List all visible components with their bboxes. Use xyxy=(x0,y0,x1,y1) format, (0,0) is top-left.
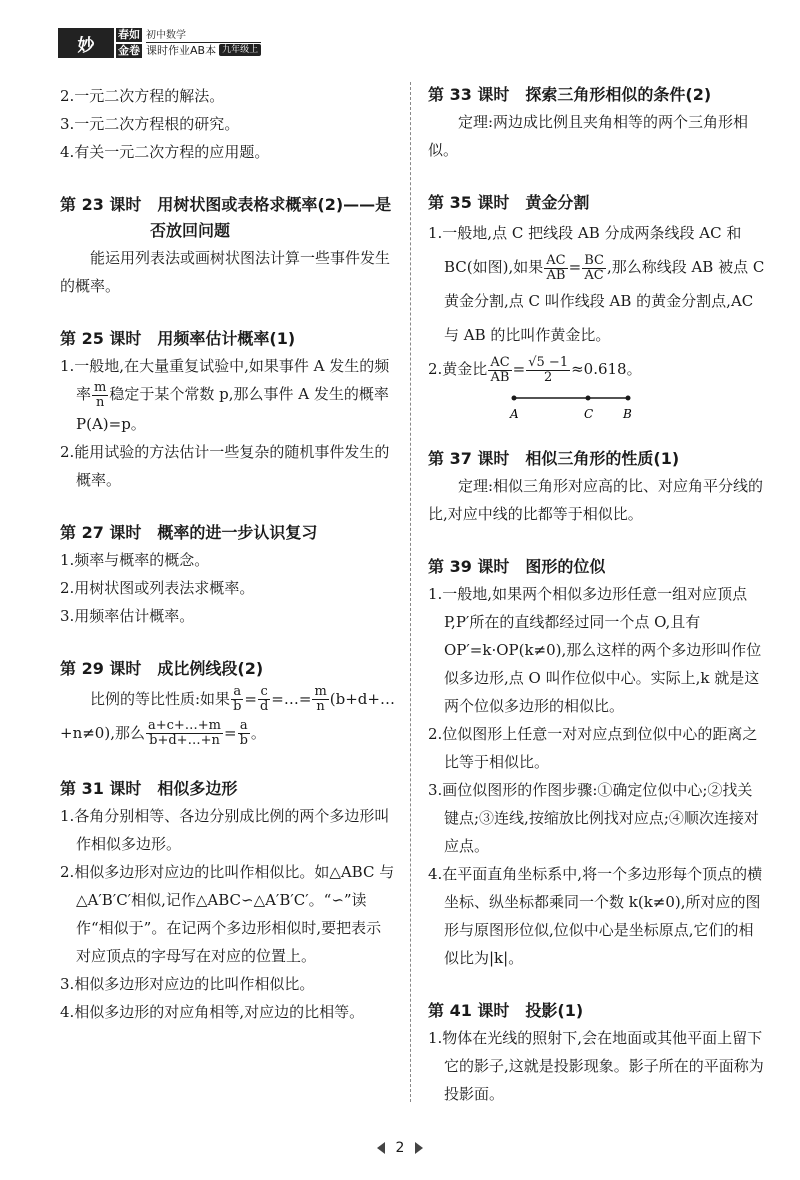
fraction-denominator: b xyxy=(233,699,242,714)
fraction-numerator: c xyxy=(258,685,270,700)
formula-text: (b+d+…+n≠0),那么 xyxy=(60,689,395,742)
brand-line-1: 春如 xyxy=(118,28,140,41)
section-35-item-1 xyxy=(428,216,766,352)
brand-line-2: 金卷 xyxy=(118,44,140,57)
point-c xyxy=(586,396,591,401)
section-29-formula xyxy=(60,682,396,750)
intro-item: 4.有关一元二次方程的应用题。 xyxy=(60,143,270,161)
section-27-item: 3.用频率估计概率。 xyxy=(60,606,195,625)
section-title-35: 第 35 课时 黄金分割 xyxy=(428,193,590,212)
section-31-item: 3.相似多边形对应边的比叫作相似比。 xyxy=(60,974,315,993)
fraction-golden xyxy=(526,356,570,385)
section-27-item: 1.频率与概率的概念。 xyxy=(60,550,210,569)
fraction-a-b xyxy=(231,685,243,714)
prev-page-arrow-icon[interactable] xyxy=(377,1142,385,1154)
section-title-23 xyxy=(60,192,396,244)
publisher-logo: 妙 xyxy=(58,28,114,58)
label-c: C xyxy=(584,407,594,421)
section-37-text: 定理:相似三角形对应高的比、对应角平分线的比,对应中线的比都等于相似比。 xyxy=(428,477,764,523)
section-title-33: 第 33 课时 探索三角形相似的条件(2) xyxy=(428,85,712,104)
segment-diagram xyxy=(508,390,648,424)
point-a xyxy=(512,396,517,401)
formula-text: = xyxy=(224,723,237,742)
fraction-numerator: AC xyxy=(490,354,510,370)
fraction-numerator: AC xyxy=(546,252,566,268)
section-title-37: 第 37 课时 相似三角形的性质(1) xyxy=(428,449,680,468)
fraction-denominator: d xyxy=(259,699,269,714)
series-label xyxy=(146,42,261,58)
section-title-27: 第 27 课时 概率的进一步认识复习 xyxy=(60,522,318,542)
section-39-item: 1.一般地,如果两个相似多边形任意一组对应顶点 P,P′所在的直线都经过同一个点 O,且有 OP′=k·OP(k≠0),那么这样的两个多边形叫作位似多边形,点 O 叫作位似中心。实际上,k 就是这两个位似多边形的相似比。 xyxy=(428,585,762,715)
label-b: B xyxy=(623,407,632,421)
page-number: 2 xyxy=(395,1140,405,1156)
section-39-item: 4.在平面直角坐标系中,将一个多边形每个顶点的横坐标、纵坐标都乘同一个数 k(k≠0),所对应的图形与原图形位似,位似中心是坐标原点,它们的相似比为|k|。 xyxy=(428,865,763,967)
section-39-item: 3.画位似图形的作图步骤:①确定位似中心;②找关键点;③连线,按缩放比例找对应点;④顺次连接对应点。 xyxy=(428,781,759,855)
fraction-numerator: a xyxy=(231,685,243,700)
section-25-item-2: 2.能用试验的方法估计一些复杂的随机事件发生的概率。 xyxy=(60,442,390,489)
fraction-sum xyxy=(146,719,223,748)
section-27-item: 2.用树状图或列表法求概率。 xyxy=(60,578,255,597)
fraction-bc-ac xyxy=(582,254,606,283)
section-41-item: 1.物体在光线的照射下,会在地面或其他平面上留下它的影子,这就是投影现象。影子所在的平面称为投影面。 xyxy=(428,1029,764,1103)
section-title-39: 第 39 课时 图形的位似 xyxy=(428,557,606,576)
formula-text: 比例的等比性质:如果 xyxy=(90,689,231,708)
left-column xyxy=(60,82,396,1026)
fraction-ac-ab xyxy=(488,356,511,385)
intro-item: 3.一元二次方程根的研究。 xyxy=(60,115,240,133)
point-b xyxy=(626,396,631,401)
item-text: ≈0.618。 xyxy=(571,360,642,378)
page-footer xyxy=(0,1140,800,1156)
formula-text: =…= xyxy=(271,689,312,708)
item-text: ,那么称线段 AB 被点 C 黄金分割,点 C 叫作线段 AB 的黄金分割点,AC 与 AB 的比叫作黄金比。 xyxy=(444,258,765,344)
grade-badge: 九年级上 xyxy=(219,44,261,56)
fraction-c-d xyxy=(258,685,270,714)
fraction-denominator: AB xyxy=(490,369,510,385)
section-31-item: 1.各角分别相等、各边分别成比例的两个多边形叫作相似多边形。 xyxy=(60,806,390,853)
brand-name xyxy=(116,28,142,58)
section-35-item-2 xyxy=(428,352,766,386)
section-title-25: 第 25 课时 用频率估计概率(1) xyxy=(60,329,296,348)
golden-section-figure xyxy=(428,390,766,426)
fraction-numerator: √5 −1 xyxy=(528,354,569,370)
fraction-m-n xyxy=(312,685,328,714)
section-25-item-1 xyxy=(60,352,396,438)
intro-item: 2.一元二次方程的解法。 xyxy=(60,87,225,105)
item-text: 1.一般地,在大量重复试验中,如果事件 A 发生的频率 xyxy=(60,357,390,403)
item-text: = xyxy=(568,258,582,276)
right-column xyxy=(428,82,766,1108)
section-31-item: 2.相似多边形对应边的比叫作相似比。如△ABC 与△A′B′C′相似,记作△ABC∽△A′B′C′。“∽”读作“相似于”。在记两个多边形相似时,要把表示对应顶点的字母写在对应的位置上。 xyxy=(60,862,395,965)
next-page-arrow-icon[interactable] xyxy=(415,1142,423,1154)
fraction-numerator: m xyxy=(94,379,107,395)
fraction-m-n xyxy=(92,381,108,410)
fraction-denominator: AB xyxy=(546,267,566,283)
section-title-29: 第 29 课时 成比例线段(2) xyxy=(60,658,264,678)
item-text: 稳定于某个常数 p,那么事件 A 发生的概率P(A)=p。 xyxy=(76,385,389,433)
page-header xyxy=(58,26,261,60)
section-title-31: 第 31 课时 相似多边形 xyxy=(60,778,238,798)
formula-text: 。 xyxy=(250,723,266,742)
fraction-a-b-result xyxy=(238,719,250,748)
item-text: 1.一般地,点 C 把线段 AB 分成两条线段 AC 和 BC(如图),如果 xyxy=(428,224,742,276)
section-31-item: 4.相似多边形的对应角相等,对应边的比相等。 xyxy=(60,1002,365,1021)
fraction-denominator: 2 xyxy=(544,369,553,385)
column-divider xyxy=(410,82,411,1102)
section-title-text: 第 23 课时 用树状图或表格求概率(2)——是 xyxy=(60,195,392,214)
formula-text: = xyxy=(244,689,257,708)
fraction-denominator: n xyxy=(316,699,325,714)
section-33-text: 定理:两边成比例且夹角相等的两个三角形相似。 xyxy=(428,113,749,159)
section-23-text: 能运用列表法或画树状图法计算一些事件发生的概率。 xyxy=(60,249,391,295)
subject-label: 初中数学 xyxy=(146,29,186,41)
item-text: 2.黄金比 xyxy=(428,360,488,378)
fraction-numerator: BC xyxy=(584,252,604,268)
section-title-41: 第 41 课时 投影(1) xyxy=(428,1001,584,1020)
fraction-numerator: a xyxy=(238,719,250,734)
fraction-denominator: b xyxy=(239,733,248,748)
item-text: = xyxy=(512,360,526,378)
fraction-denominator: b+d+…+n xyxy=(149,733,220,748)
fraction-ac-ab xyxy=(544,254,567,283)
fraction-numerator: a+c+…+m xyxy=(147,718,222,733)
fraction-denominator: AC xyxy=(584,267,604,283)
series-title: 课时作业AB本 xyxy=(146,43,217,57)
section-title-cont: 否放回问题 xyxy=(150,221,231,240)
label-a: A xyxy=(510,407,519,421)
fraction-denominator: n xyxy=(95,394,105,410)
section-39-item: 2.位似图形上任意一对对应点到位似中心的距离之比等于相似比。 xyxy=(428,725,758,771)
fraction-numerator: m xyxy=(314,684,327,699)
series-info xyxy=(146,29,261,58)
